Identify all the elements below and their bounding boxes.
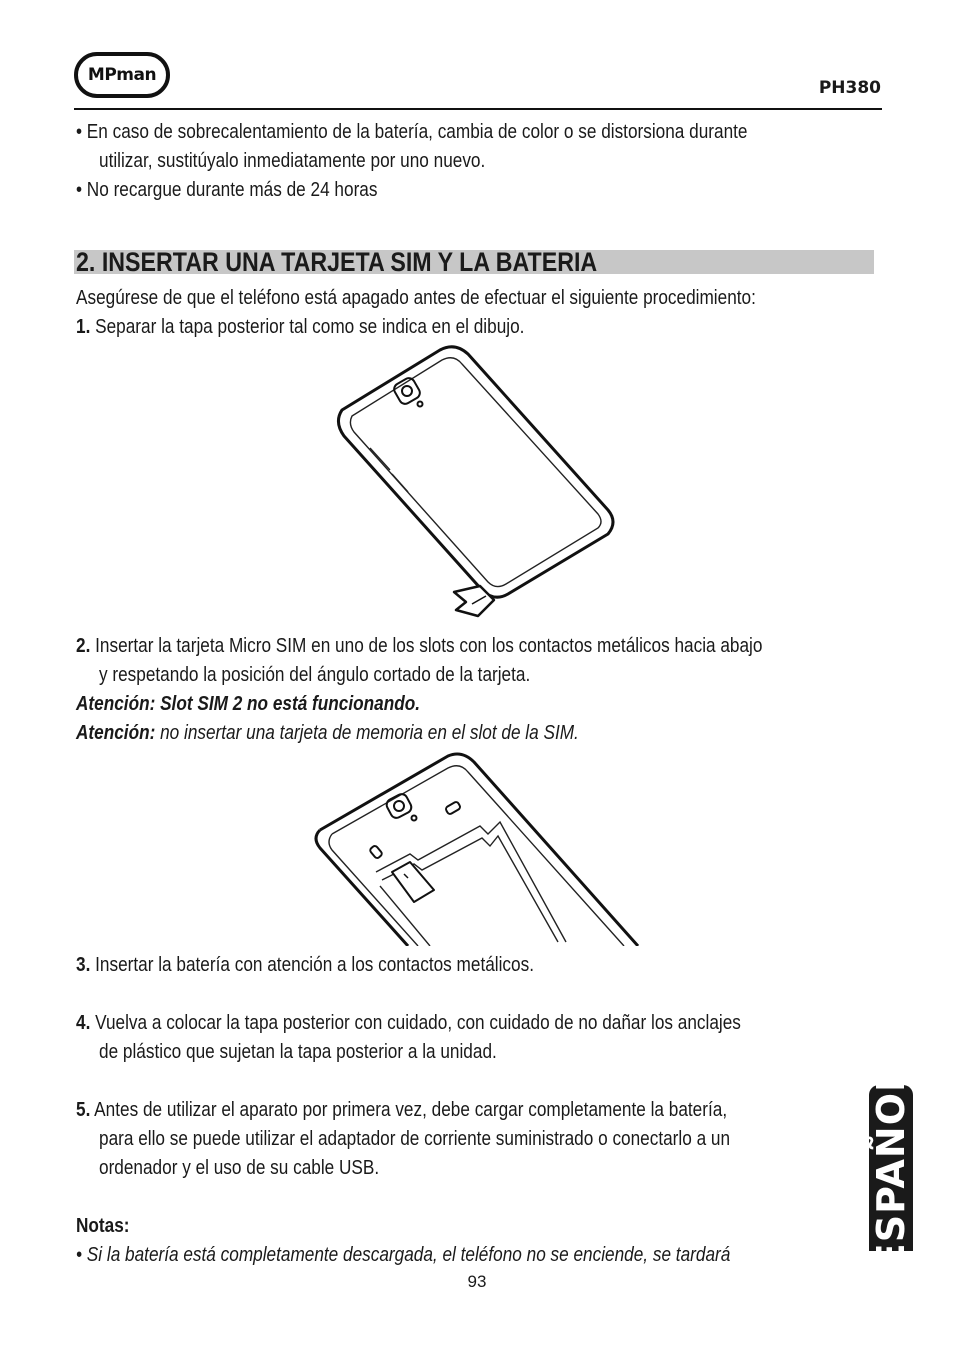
step-number: 5. bbox=[76, 1099, 91, 1121]
step-4 bbox=[76, 1009, 741, 1038]
step-text: Insertar la batería con atención a los contactos metálicos. bbox=[95, 954, 534, 976]
header-divider bbox=[74, 108, 882, 110]
brand-logo bbox=[74, 52, 170, 98]
figure-remove-back-cover bbox=[330, 340, 630, 630]
language-side-tab bbox=[869, 1066, 913, 1270]
step-5 bbox=[76, 1096, 727, 1125]
step-number: 2. bbox=[76, 635, 91, 657]
step-5-cont-2: ordenador y el uso de su cable USB. bbox=[99, 1157, 380, 1179]
model-number: PH380 bbox=[818, 78, 881, 98]
warning-text: no insertar una tarjeta de memoria en el slot de la SIM. bbox=[155, 722, 579, 744]
warning-memory-card bbox=[76, 719, 579, 748]
step-text: Insertar la tarjeta Micro SIM en uno de los slots con los contactos metálicos hacia abajo bbox=[95, 635, 763, 657]
language-label: ESPAÑOL bbox=[869, 1066, 913, 1270]
page-number: 93 bbox=[467, 1272, 487, 1291]
step-text: Antes de utilizar el aparato por primera vez, debe cargar completamente la batería, bbox=[94, 1099, 728, 1121]
warning-label: Atención: bbox=[76, 722, 156, 744]
step-1 bbox=[76, 313, 524, 342]
section-intro: Asegúrese de que el teléfono está apagado antes de efectuar el siguiente procedimiento: bbox=[76, 287, 756, 309]
step-text: Separar la tapa posterior tal como se indica en el dibujo. bbox=[95, 316, 525, 338]
bullet-overheat: • En caso de sobrecalentamiento de la batería, cambia de color o se distorsiona durante bbox=[76, 121, 748, 143]
bullet-overheat-cont: utilizar, sustitúyalo inmediatamente por uno nuevo. bbox=[99, 150, 486, 172]
step-3 bbox=[76, 951, 534, 980]
step-text: Vuelva a colocar la tapa posterior con cuidado, con cuidado de no dañar los anclajes bbox=[95, 1012, 741, 1034]
step-5-cont-1: para ello se puede utilizar el adaptador de corriente suministrado o conectarlo a un bbox=[99, 1128, 731, 1150]
step-number: 4. bbox=[76, 1012, 91, 1034]
step-4-cont: de plástico que sujetan la tapa posterior a la unidad. bbox=[99, 1041, 497, 1063]
step-2-cont: y respetando la posición del ángulo cortado de la tarjeta. bbox=[99, 664, 531, 686]
bullet-recharge: • No recargue durante más de 24 horas bbox=[76, 179, 378, 201]
notes-label: Notas: bbox=[76, 1215, 130, 1237]
warning-sim2: Atención: Slot SIM 2 no está funcionando. bbox=[76, 693, 421, 715]
step-2 bbox=[76, 632, 762, 661]
notes-bullet: • Si la batería está completamente descargada, el teléfono no se enciende, se tardará bbox=[76, 1244, 731, 1266]
logo-text: MPman bbox=[87, 65, 157, 85]
figure-insert-sim bbox=[310, 752, 640, 946]
section-title: 2. INSERTAR UNA TARJETA SIM Y LA BATERIA bbox=[76, 247, 598, 277]
step-number: 1. bbox=[76, 316, 91, 338]
step-number: 3. bbox=[76, 954, 91, 976]
